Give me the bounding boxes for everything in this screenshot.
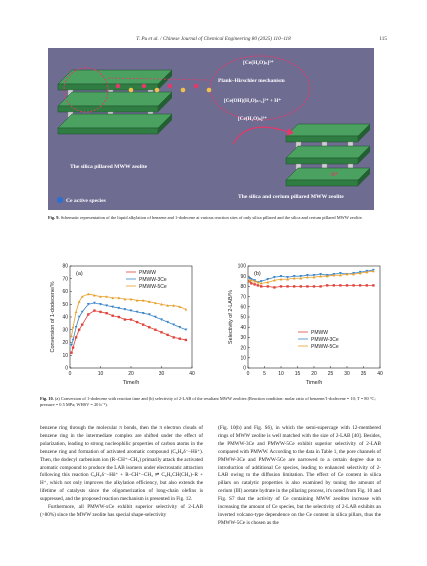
y-tick-label: 50 bbox=[240, 314, 246, 321]
x-tick-label: 0 bbox=[68, 371, 72, 377]
data-point bbox=[81, 323, 83, 325]
page-header bbox=[0, 36, 427, 46]
zeolite-layer-front bbox=[58, 128, 158, 134]
legend-entry: PMWW-5Ce bbox=[311, 343, 339, 350]
zeolite-layer-front bbox=[58, 106, 158, 112]
series-line-0 bbox=[72, 311, 186, 353]
data-point bbox=[75, 326, 78, 329]
x-tick-label: 25 bbox=[327, 371, 334, 377]
data-point bbox=[313, 285, 315, 287]
molecule-atom bbox=[116, 84, 121, 89]
figure-10-charts bbox=[40, 260, 390, 392]
data-point bbox=[359, 284, 361, 286]
x-tick-label: 40 bbox=[189, 371, 195, 377]
data-point bbox=[352, 284, 354, 286]
data-point bbox=[300, 285, 302, 287]
y-tick-label: 20 bbox=[62, 340, 68, 347]
label-ce-species-top: [Ce(H₂O)ₙ]³⁺ bbox=[243, 60, 274, 66]
figure-10-svg bbox=[40, 260, 390, 392]
data-point bbox=[326, 284, 328, 286]
data-point bbox=[70, 344, 73, 347]
y-tick-label: 100 bbox=[237, 263, 246, 270]
y-tick-label: 0 bbox=[243, 365, 246, 372]
zeolite-layer-top bbox=[58, 92, 172, 106]
legend-entry: PMWW bbox=[311, 329, 328, 336]
data-point bbox=[154, 329, 156, 331]
zeolite-layer-front bbox=[286, 158, 358, 164]
data-point bbox=[78, 329, 80, 331]
data-point bbox=[70, 335, 73, 338]
series-line-1 bbox=[250, 270, 374, 282]
data-point bbox=[124, 318, 126, 320]
molecule-atom bbox=[194, 84, 199, 89]
y-tick-label: 0 bbox=[65, 365, 68, 372]
running-title: T. Pu et al. / Chinese Journal of Chemical Engineering 80 (2025) 110–118 bbox=[136, 36, 291, 42]
legend-entry: PMWW-5Ce bbox=[139, 283, 167, 290]
data-point bbox=[257, 284, 259, 286]
zeolite-layer-top bbox=[286, 168, 370, 180]
y-tick-label: 20 bbox=[240, 345, 246, 352]
data-point bbox=[112, 315, 114, 317]
data-point bbox=[105, 312, 107, 314]
data-point bbox=[75, 336, 77, 338]
label-ce-species-left: [Ce(H₂O)ₙ]³⁺ bbox=[238, 116, 267, 122]
fig9-caption-text: Schematic representation of the liquid alkylation of benzene and 1-dodecene at various reaction sites of only silica pillared and the silica and cerium pillared MWW zeolite. bbox=[60, 215, 363, 220]
data-point bbox=[372, 284, 374, 286]
data-point bbox=[346, 284, 348, 286]
series-line-1 bbox=[72, 303, 186, 345]
zeolite-layer-top bbox=[286, 124, 370, 136]
y-axis-label: Selectivity of 2-LAB/% bbox=[228, 289, 234, 345]
page-number: 115 bbox=[379, 36, 387, 42]
x-tick-label: 10 bbox=[278, 371, 284, 377]
data-point bbox=[306, 285, 308, 287]
x-tick-label: 20 bbox=[311, 371, 317, 377]
paragraph: benzene ring through the molecular π bonds, then the π electron clouds of benzene ring in the intermediate complex are shifted under the effect of polarization, leading to strong nucleophilic properties of carbon atoms in the benzene ring and formation of activated aromatic compound (C₆H₆δ⁻–Hδ⁺). Then, the dodecyl carbenium ion (R–CH⁺–CH₃) primarily attack the activated aromatic compound to produce the LAB isomers under electrostatic attraction following this reaction C₆H₅δ⁻–Hδ⁺ + R–CH⁺–CH₃ ⇌ C₆H₅CH(CH₃)–R + H⁺, which not only improves the alkylation efficiency, but also extends the lifetime of catalysts since the oligomerization of long-chain olefins is suppressed, and the proposed reaction mechanism is presented in Fig. 12. bbox=[40, 425, 203, 503]
body-column-right bbox=[218, 425, 381, 528]
body-column-left bbox=[40, 425, 203, 520]
x-tick-label: 20 bbox=[128, 371, 134, 377]
y-tick-label: 10 bbox=[62, 352, 68, 359]
x-tick-label: 35 bbox=[360, 371, 367, 377]
zeolite-layer-top bbox=[58, 114, 172, 128]
zeolite-layer-front bbox=[286, 136, 358, 142]
data-point bbox=[185, 339, 187, 341]
legend-entry: PMWW-3Ce bbox=[139, 276, 167, 283]
x-tick-label: 10 bbox=[97, 371, 104, 377]
x-tick-label: 0 bbox=[246, 371, 250, 377]
molecule-atom bbox=[129, 88, 134, 93]
y-tick-label: 10 bbox=[240, 355, 246, 362]
x-tick-label: 40 bbox=[377, 371, 383, 377]
data-point bbox=[166, 334, 168, 336]
x-axis-label: Time/h bbox=[122, 380, 140, 386]
y-tick-label: 80 bbox=[240, 284, 246, 291]
data-point bbox=[160, 331, 162, 333]
zeolite-layer-top bbox=[286, 146, 370, 158]
zeolite-layer-front bbox=[286, 180, 358, 186]
x-tick-label: 30 bbox=[158, 371, 165, 377]
data-point bbox=[333, 284, 335, 286]
data-point bbox=[185, 329, 188, 332]
data-point bbox=[339, 284, 341, 286]
label-h-plus: H⁺ bbox=[331, 172, 339, 178]
figure-9-schematic bbox=[48, 48, 374, 210]
y-tick-label: 70 bbox=[62, 276, 68, 283]
data-point bbox=[78, 316, 81, 319]
data-point bbox=[148, 326, 150, 328]
x-tick-label: 5 bbox=[263, 371, 266, 377]
data-point bbox=[253, 283, 255, 285]
panel-label: (a) bbox=[76, 271, 83, 277]
y-tick-label: 50 bbox=[62, 301, 68, 308]
data-point bbox=[72, 346, 74, 348]
zeolite-layer-top bbox=[58, 70, 172, 84]
label-mechanism: Plank–Hirschler mechanism bbox=[218, 78, 285, 84]
molecule-atom bbox=[207, 88, 212, 93]
y-tick-label: 30 bbox=[240, 335, 246, 342]
x-tick-label: 30 bbox=[344, 371, 350, 377]
y-tick-label: 30 bbox=[62, 327, 68, 334]
molecule-atom bbox=[155, 88, 160, 93]
data-point bbox=[142, 323, 144, 325]
label-silica-ce-zeolite: The silica and cerium pillared MWW zeolite bbox=[238, 194, 344, 200]
data-point bbox=[93, 309, 95, 311]
data-point bbox=[72, 339, 75, 342]
legend-ce-label: Ce active species bbox=[66, 198, 106, 204]
data-point bbox=[273, 286, 275, 288]
molecule-atom bbox=[168, 84, 173, 89]
y-tick-label: 60 bbox=[240, 304, 246, 311]
plot-frame bbox=[70, 266, 192, 368]
y-tick-label: 90 bbox=[240, 273, 246, 280]
data-point bbox=[99, 311, 101, 313]
fig10-caption-text: (a) Conversion of 1-dodecene with reaction time and (b) selectivity of 2-LAB of the resultant MWW zeolites (Reaction condition: molar ratio of benzene/1-dodecene = 10; T = 80 °C; pressure = 0.5 MPa; WHSV = 20 h⁻¹). bbox=[40, 396, 376, 407]
data-point bbox=[179, 337, 181, 339]
figure-10-caption bbox=[40, 396, 390, 407]
data-point bbox=[70, 352, 72, 354]
x-tick-label: 15 bbox=[294, 371, 301, 377]
molecule-atom bbox=[181, 88, 186, 93]
data-point bbox=[293, 285, 295, 287]
y-tick-label: 60 bbox=[62, 289, 68, 296]
figure-9-caption bbox=[48, 215, 374, 221]
x-axis-label: Time/h bbox=[305, 380, 323, 386]
data-point bbox=[260, 285, 262, 287]
y-tick-label: 70 bbox=[240, 294, 246, 301]
data-point bbox=[366, 284, 368, 286]
paragraph: Furthermore, all PMWW-xCe exhibit superior selectivity of 2-LAB (>80%) since the MWW zeolite has special shape-selectivity bbox=[40, 504, 203, 518]
data-point bbox=[136, 321, 138, 323]
legend-entry: PMWW-3Ce bbox=[311, 336, 339, 343]
paragraph: (Fig. 10(b) and Fig. S6), in which the semi-supercage with 12-membered rings of MWW zeolite is well matched with the size of 2-LAB [40]. Besides, the PMWW-3Ce and PMWW-5Ce exhibit superior selectivity of 2-LAB compared with PMWW. According to the data in Table 1, the pore channels of PMWW-3Ce and PMWW-5Ce are narrowed to a certain degree due to introduction of additional Ce species, leading to enhanced selectivity of 2-LAB owing to the diffusion limitation. The effect of Ce content in silica pillars on catalytic properties is also examined by tuning the amount of cerium (III) acetate hydrate in the pillaring process, it's noted from Fig. 10 and Fig. S7 that the activity of Ce containing MWW zeolites increase with increasing the amount of Ce species, but the selectivity of 2-LAB exhibits an inverted volcano-type dependence on the Ce content in silica pillars, thus the PMWW-5Ce is chosen as the bbox=[218, 425, 381, 526]
legend-ce-dot bbox=[57, 197, 63, 203]
silica-zeolite-block bbox=[58, 70, 172, 134]
fig10-caption-label: Fig. 10. bbox=[40, 396, 54, 401]
data-point bbox=[280, 285, 282, 287]
data-point bbox=[267, 285, 269, 287]
data-point bbox=[250, 282, 252, 284]
data-point bbox=[118, 316, 120, 318]
data-point bbox=[87, 313, 89, 315]
y-tick-label: 80 bbox=[62, 263, 68, 270]
label-ce-oh-species: [Ce(OH)(H₂O)ₙ₋₁]²⁺ + H⁺ bbox=[224, 98, 282, 104]
data-point bbox=[319, 285, 321, 287]
panel-label: (b) bbox=[254, 271, 261, 277]
y-tick-label: 40 bbox=[240, 324, 246, 331]
molecule-atom bbox=[142, 84, 147, 89]
silica-cerium-zeolite-block bbox=[286, 124, 370, 186]
data-point bbox=[130, 318, 132, 320]
data-point bbox=[286, 285, 288, 287]
legend-entry: PMWW bbox=[139, 269, 156, 276]
fig9-caption-label: Fig. 9. bbox=[48, 215, 60, 220]
data-point bbox=[72, 326, 75, 329]
data-point bbox=[173, 336, 175, 338]
y-tick-label: 40 bbox=[62, 314, 68, 321]
data-point bbox=[75, 311, 78, 314]
y-axis-label: Conversion of 1-dodecene/% bbox=[50, 281, 56, 353]
label-silica-zeolite: The silica pillared MWW zeolite bbox=[70, 164, 148, 170]
